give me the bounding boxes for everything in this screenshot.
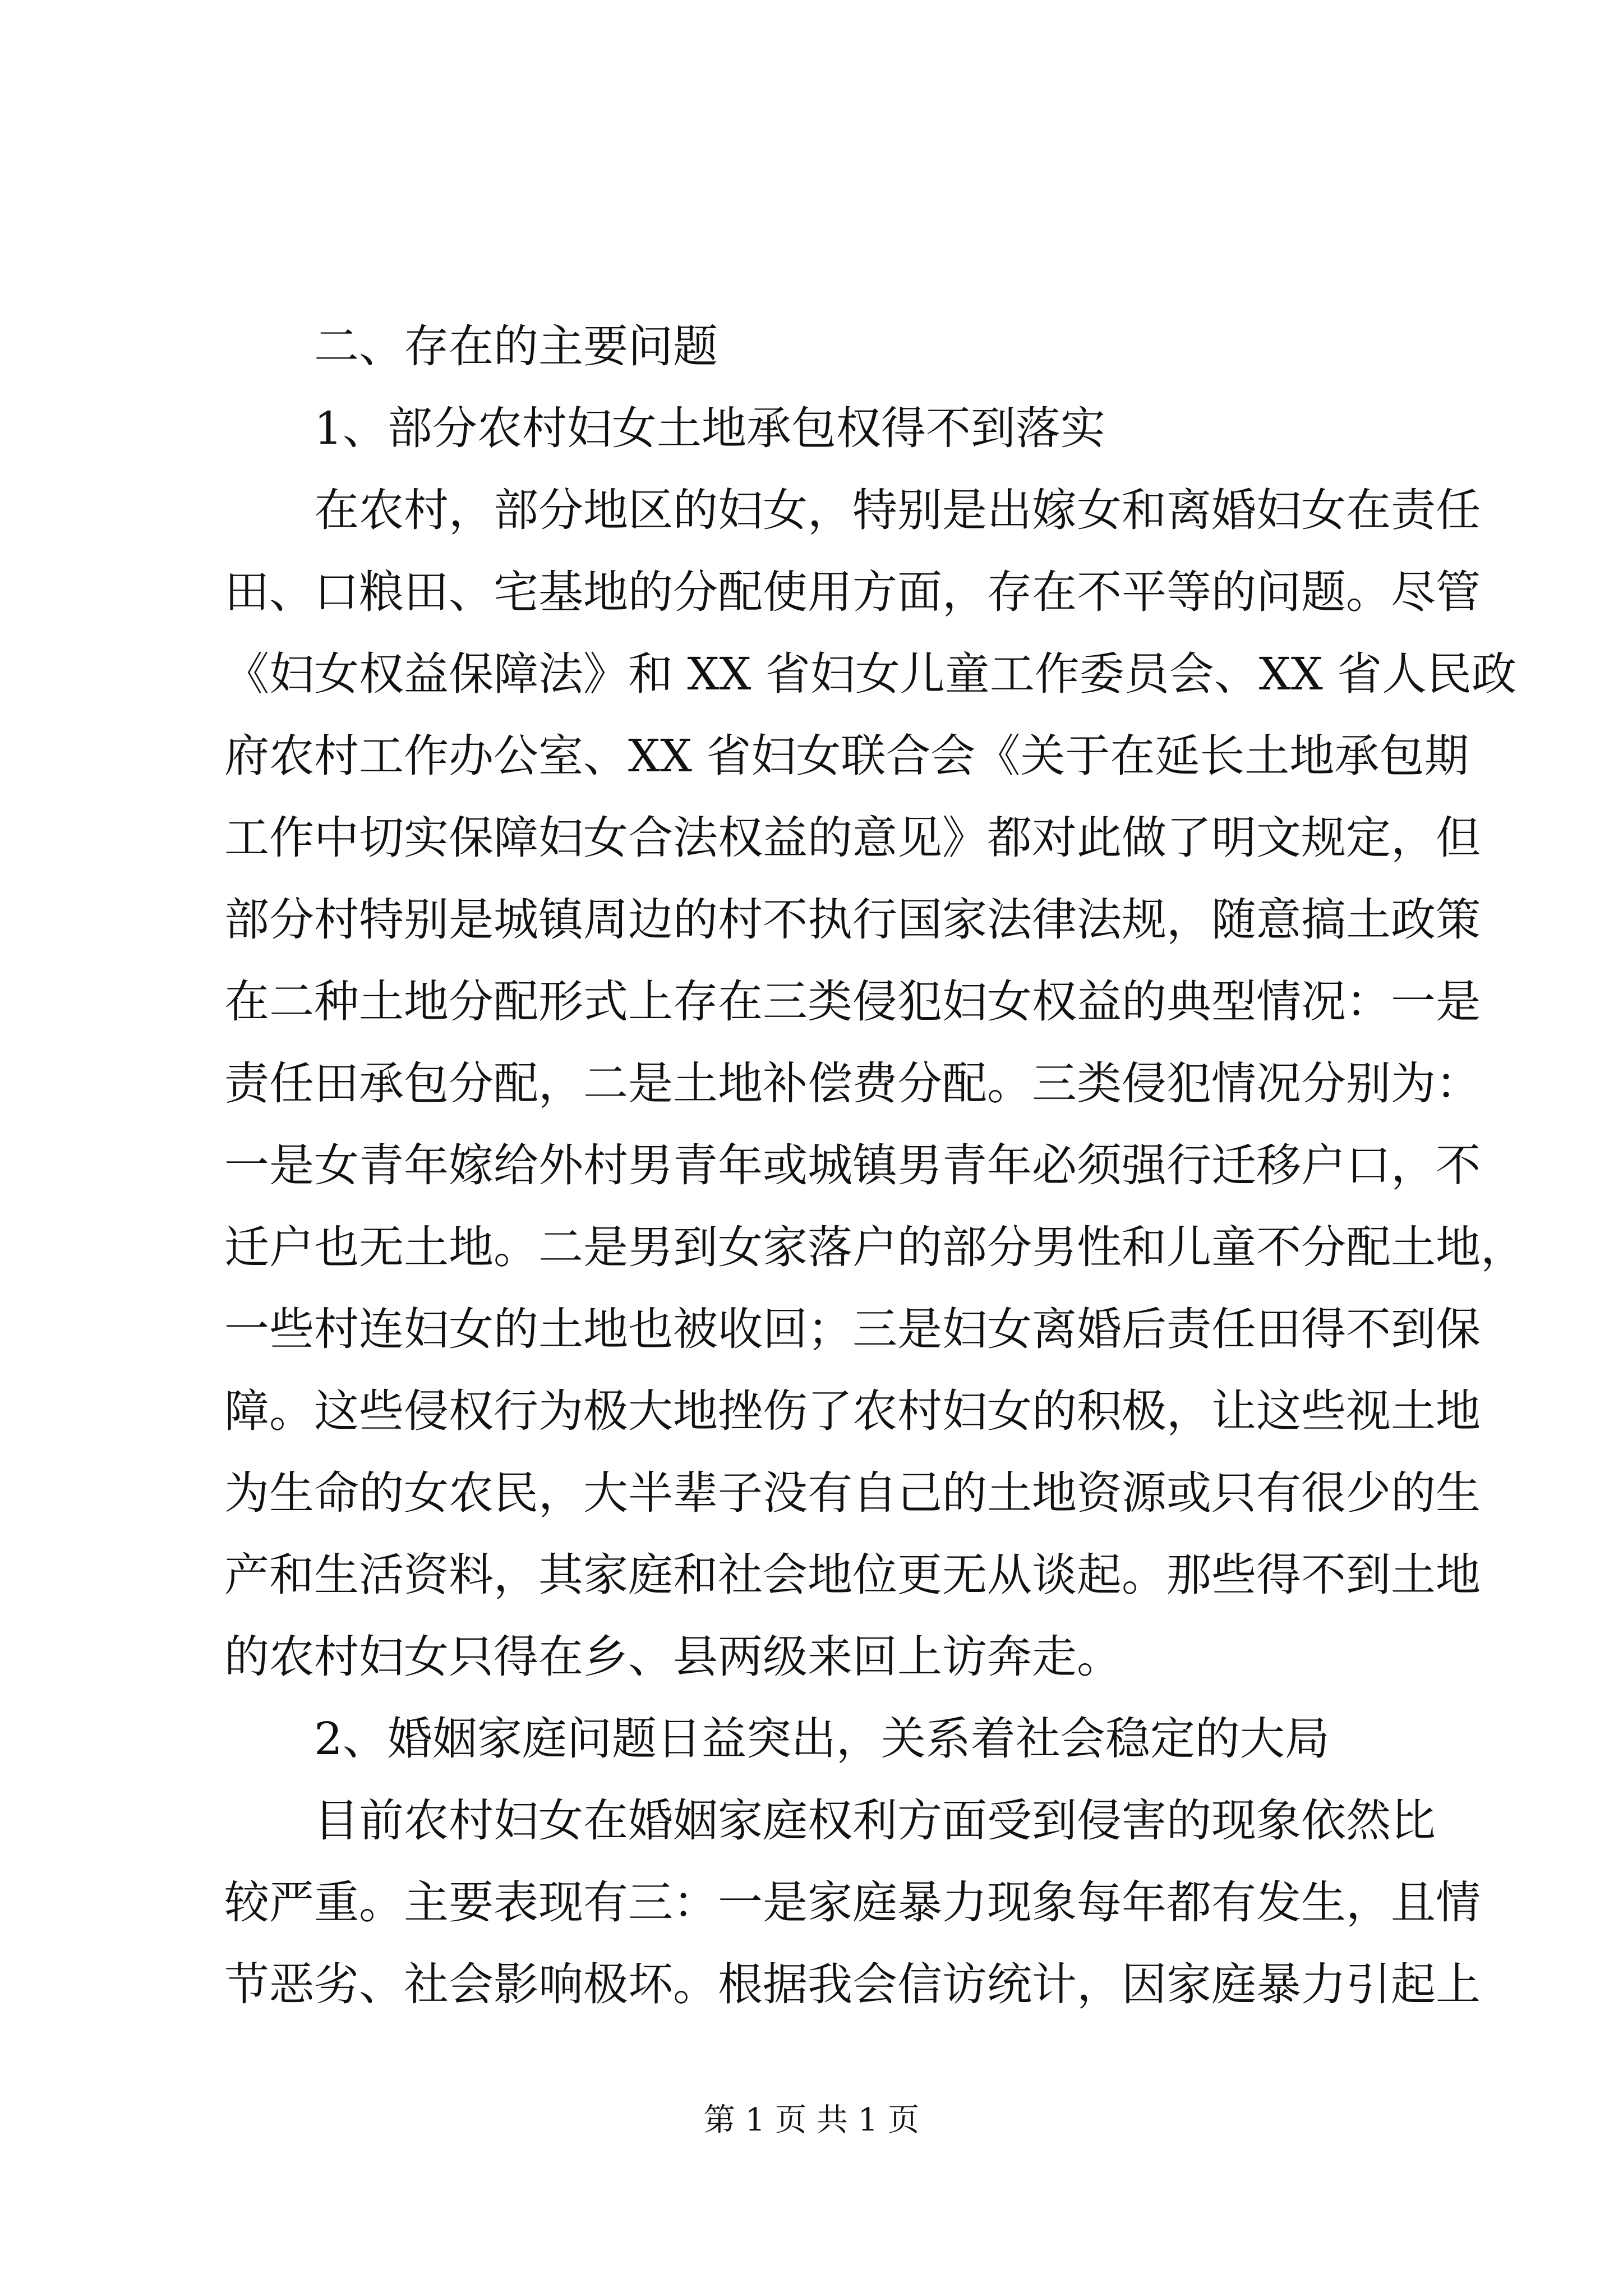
paragraph-line: 一是女青年嫁给外村男青年或城镇男青年必须强行迁移户口，不 bbox=[224, 1139, 1481, 1191]
paragraph-line: 的农村妇女只得在乡、县两级来回上访奔走。 bbox=[224, 1631, 1122, 1683]
paragraph-line: 责任田承包分配，二是土地补偿费分配。三类侵犯情况分别为： bbox=[224, 1057, 1481, 1110]
paragraph-line: 工作中切实保障妇女合法权益的意见》都对此做了明文规定，但 bbox=[224, 812, 1481, 864]
paragraph-line: 一些村连妇女的土地也被收回；三是妇女离婚后责任田得不到保 bbox=[224, 1303, 1481, 1355]
paragraph-line: 府农村工作办公室、XX 省妇女联合会《关于在延长土地承包期 bbox=[224, 730, 1469, 782]
paragraph-line: 障。这些侵权行为极大地挫伤了农村妇女的积极，让这些视土地 bbox=[224, 1385, 1481, 1437]
paragraph-line: 节恶劣、社会影响极坏。根据我会信访统计，因家庭暴力引起上 bbox=[224, 1958, 1481, 2010]
paragraph-line: 较严重。主要表现有三：一是家庭暴力现象每年都有发生，且情 bbox=[224, 1876, 1481, 1929]
paragraph-line: 在二种土地分配形式上存在三类侵犯妇女权益的典型情况：一是 bbox=[224, 976, 1481, 1028]
document-body bbox=[224, 306, 1525, 2026]
section-heading: 二、存在的主要问题 bbox=[314, 320, 718, 372]
paragraph-line: 迁户也无土地。二是男到女家落户的部分男性和儿童不分配土地， bbox=[224, 1221, 1525, 1273]
paragraph-line: 《妇女权益保障法》和 XX 省妇女儿童工作委员会、XX 省人民政 bbox=[224, 648, 1517, 700]
page-footer: 第 1 页 共 1 页 bbox=[703, 2102, 920, 2138]
subsection-heading: 1、部分农村妇女土地承包权得不到落实 bbox=[314, 402, 1105, 454]
paragraph-line: 在农村，部分地区的妇女，特别是出嫁女和离婚妇女在责任 bbox=[314, 484, 1481, 536]
subsection-heading: 2、婚姻家庭问题日益突出，关系着社会稳定的大局 bbox=[314, 1713, 1330, 1765]
paragraph-line: 部分村特别是城镇周边的村不执行国家法律法规，随意搞土政策 bbox=[224, 894, 1481, 946]
paragraph-line: 田、口粮田、宅基地的分配使用方面，存在不平等的问题。尽管 bbox=[224, 566, 1481, 618]
paragraph-line: 目前农村妇女在婚姻家庭权利方面受到侵害的现象依然比 bbox=[314, 1795, 1436, 1847]
paragraph-line: 为生命的女农民，大半辈子没有自己的土地资源或只有很少的生 bbox=[224, 1467, 1481, 1519]
paragraph-line: 产和生活资料，其家庭和社会地位更无从谈起。那些得不到土地 bbox=[224, 1549, 1481, 1601]
